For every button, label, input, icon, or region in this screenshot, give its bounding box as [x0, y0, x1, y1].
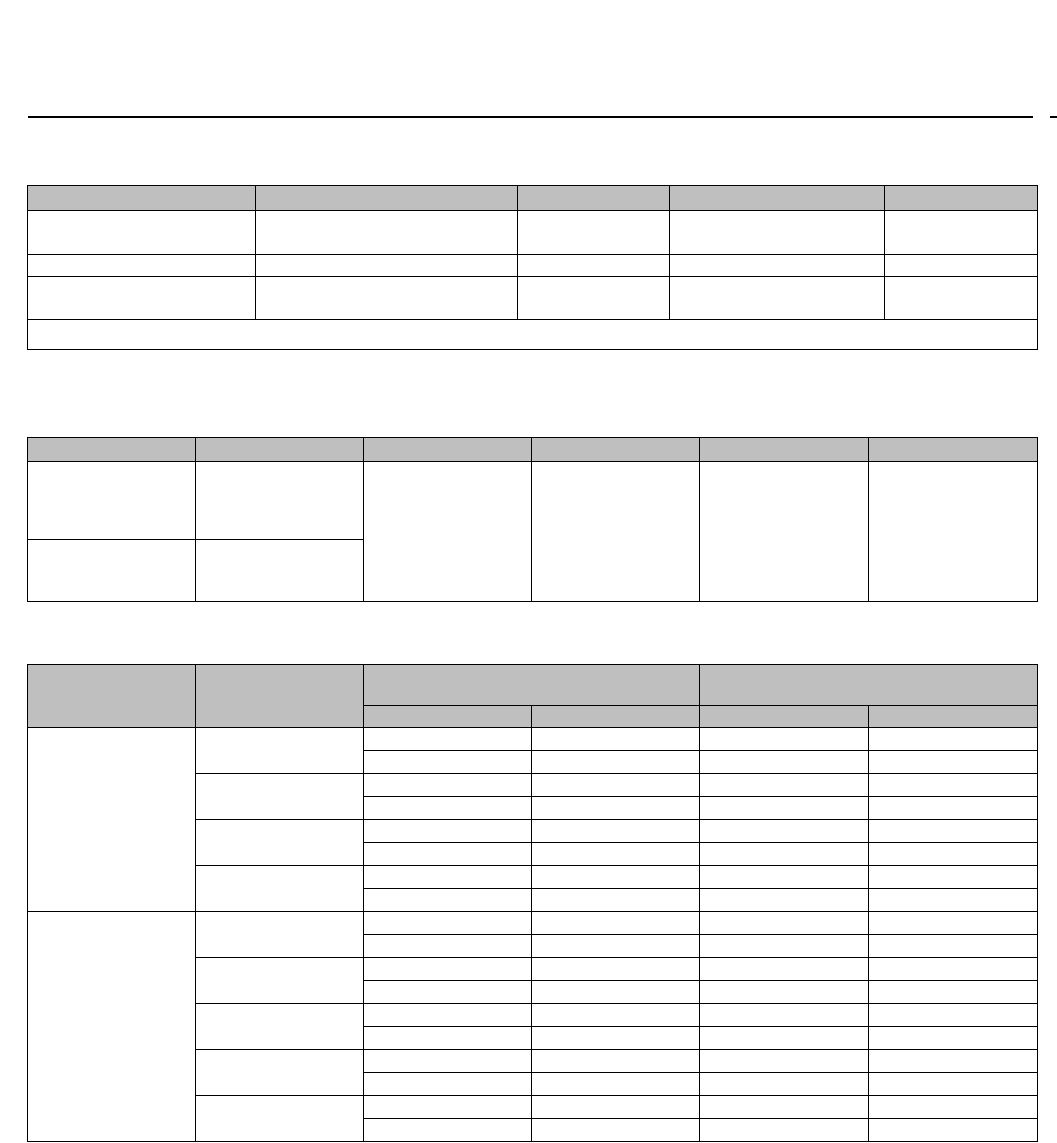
table-cell	[700, 797, 869, 820]
subheader-cell	[364, 706, 532, 728]
table-cell	[28, 462, 196, 540]
table-cell	[885, 211, 1038, 255]
table-cell	[364, 728, 532, 751]
table-cell	[700, 1004, 869, 1027]
page-rule-tick	[1050, 116, 1057, 118]
header-group-cell	[364, 665, 700, 706]
header-cell	[28, 186, 256, 211]
table-cell	[869, 935, 1038, 958]
table-cell	[532, 751, 700, 774]
table-cell	[532, 797, 700, 820]
table-cell	[364, 1050, 532, 1073]
table-row	[28, 255, 1038, 277]
table-cell	[869, 797, 1038, 820]
header-cell	[518, 186, 670, 211]
table-cell	[532, 1027, 700, 1050]
subgroup-cell	[196, 820, 364, 866]
table-cell	[532, 958, 700, 981]
table-cell	[364, 774, 532, 797]
table-cell	[364, 797, 532, 820]
subgroup-cell	[196, 1050, 364, 1096]
table-row	[28, 728, 1038, 751]
table-row	[28, 912, 1038, 935]
subheader-cell	[869, 706, 1038, 728]
table-cell	[196, 540, 364, 602]
table-cell	[700, 1119, 869, 1142]
table-cell	[869, 751, 1038, 774]
table-cell	[700, 981, 869, 1004]
table-3	[27, 664, 1038, 1142]
header-cell	[256, 186, 518, 211]
table-cell	[532, 912, 700, 935]
table-row	[28, 462, 1038, 540]
table-cell	[869, 843, 1038, 866]
table-header-row	[28, 186, 1038, 211]
header-cell	[670, 186, 885, 211]
table-cell	[364, 1119, 532, 1142]
header-cell	[196, 665, 364, 728]
table-cell	[364, 981, 532, 1004]
table-cell	[869, 774, 1038, 797]
table-cell	[700, 1096, 869, 1119]
table-cell	[28, 277, 256, 320]
table-cell	[869, 866, 1038, 889]
table-cell	[869, 1027, 1038, 1050]
table-cell	[869, 820, 1038, 843]
table-cell	[532, 1119, 700, 1142]
group-cell	[28, 912, 196, 1142]
table-cell	[869, 912, 1038, 935]
table-2	[27, 437, 1038, 602]
table-cell	[532, 774, 700, 797]
table-cell	[532, 1073, 700, 1096]
header-cell	[28, 438, 196, 462]
table-cell	[364, 751, 532, 774]
table-cell	[700, 728, 869, 751]
table-cell	[869, 981, 1038, 1004]
table-cell	[700, 958, 869, 981]
table-cell	[700, 935, 869, 958]
table-cell	[364, 958, 532, 981]
table-cell	[364, 912, 532, 935]
table-cell	[364, 820, 532, 843]
table-row	[28, 277, 1038, 320]
table-cell	[700, 1073, 869, 1096]
table-header-row	[28, 665, 1038, 706]
table-cell	[700, 462, 869, 602]
subgroup-cell	[196, 728, 364, 774]
table-cell	[364, 1073, 532, 1096]
table-row	[28, 211, 1038, 255]
table-cell	[869, 958, 1038, 981]
subgroup-cell	[196, 774, 364, 820]
header-cell	[869, 438, 1038, 462]
table-cell	[532, 866, 700, 889]
subheader-cell	[532, 706, 700, 728]
table-cell	[869, 1073, 1038, 1096]
table-cell	[885, 277, 1038, 320]
table-cell	[700, 1050, 869, 1073]
table-cell	[869, 889, 1038, 912]
table-cell	[869, 1050, 1038, 1073]
table-cell	[869, 1119, 1038, 1142]
table-cell	[700, 820, 869, 843]
subheader-cell	[700, 706, 869, 728]
table-1	[27, 185, 1038, 350]
subgroup-cell	[196, 1096, 364, 1142]
table-cell	[532, 1050, 700, 1073]
table-cell	[196, 462, 364, 540]
table-cell	[256, 211, 518, 255]
table-cell	[256, 255, 518, 277]
table-header-row	[28, 438, 1038, 462]
table-cell	[532, 1096, 700, 1119]
table-cell	[364, 935, 532, 958]
table-cell	[532, 462, 700, 602]
table-cell	[700, 889, 869, 912]
table-cell	[364, 1027, 532, 1050]
table-cell	[364, 889, 532, 912]
header-cell	[885, 186, 1038, 211]
header-cell	[532, 438, 700, 462]
table-cell	[700, 1027, 869, 1050]
table-cell	[869, 728, 1038, 751]
table-cell	[28, 540, 196, 602]
page-rule	[28, 116, 1033, 118]
table-cell	[256, 277, 518, 320]
table-cell	[670, 277, 885, 320]
table-cell	[28, 255, 256, 277]
table-cell	[532, 1004, 700, 1027]
table-cell	[518, 277, 670, 320]
group-cell	[28, 728, 196, 912]
header-cell	[700, 438, 869, 462]
table-cell	[869, 1096, 1038, 1119]
table-cell	[364, 866, 532, 889]
table-cell	[364, 843, 532, 866]
table-note-cell	[28, 320, 1038, 350]
table-cell	[700, 866, 869, 889]
table-cell	[869, 1004, 1038, 1027]
table-footer-row	[28, 320, 1038, 350]
table-cell	[28, 211, 256, 255]
table-cell	[532, 728, 700, 751]
table-cell	[869, 462, 1038, 602]
subgroup-cell	[196, 912, 364, 958]
table-cell	[700, 774, 869, 797]
table-cell	[364, 1004, 532, 1027]
table-cell	[700, 843, 869, 866]
subgroup-cell	[196, 866, 364, 912]
header-cell	[196, 438, 364, 462]
table-cell	[532, 820, 700, 843]
table-cell	[518, 255, 670, 277]
header-group-cell	[700, 665, 1038, 706]
header-cell	[364, 438, 532, 462]
table-cell	[700, 751, 869, 774]
table-cell	[532, 889, 700, 912]
table-cell	[885, 255, 1038, 277]
header-cell	[28, 665, 196, 728]
subgroup-cell	[196, 958, 364, 1004]
table-cell	[364, 462, 532, 602]
table-cell	[518, 211, 670, 255]
table-cell	[670, 211, 885, 255]
table-cell	[532, 935, 700, 958]
table-cell	[532, 981, 700, 1004]
table-cell	[700, 912, 869, 935]
subgroup-cell	[196, 1004, 364, 1050]
table-cell	[532, 843, 700, 866]
table-cell	[670, 255, 885, 277]
table-cell	[364, 1096, 532, 1119]
